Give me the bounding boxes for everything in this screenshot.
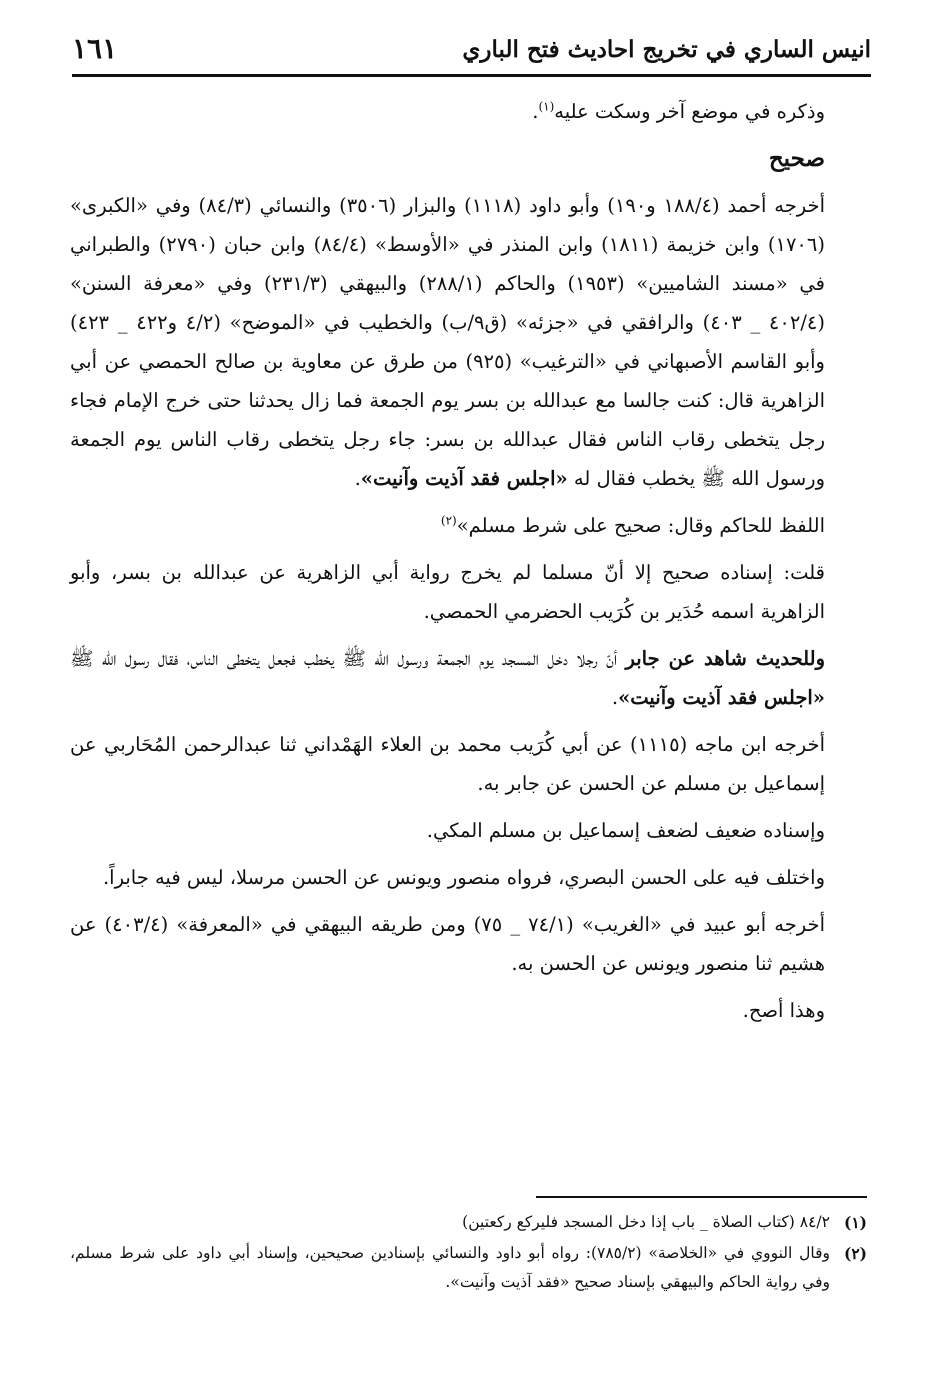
paragraph-1 [70, 92, 867, 131]
footnote-1-marker: (١) [843, 1213, 867, 1232]
paragraph-2-text: أخرجه أحمد (١٨٨/٤ و١٩٠) وأبو داود (١١١٨) والبزار (٣٥٠٦) والنسائي (٨٤/٣) وفي «الكبرى» (١٧٠٦) وابن خزيمة (١٨١١) وابن المنذر في «الأوسط» (٨٤/٤) وابن حبان (٢٧٩٠) والطبراني في «مسند الشاميين» (١٩٥٣) والحاكم (٢٨٨/١) والبيهقي (٢٣١/٣) وفي «معرفة السنن» (٤٠٢/٤ _ ٤٠٣) والرافقي في «جزئه» (ق٩/ب) والخطيب في «الموضح» (٤/٢ و٤٢٢ _ ٤٢٣) وأبو القاسم الأصبهاني في «الترغيب» (٩٢٥) من طرق عن معاوية بن صالح الحمصي عن أبي الزاهرية قال: كنت جالسا مع عبدالله بن بسر يوم الجمعة فما زال يحدثنا حتى خرج الإمام فجاء رجل يتخطى رقاب الناس فقال عبدالله بن بسر: جاء رجل يتخطى رقاب الناس يوم الجمعة ورسول الله ﷺ يخطب فقال له [70, 194, 825, 490]
paragraph-2-end: . [354, 467, 361, 490]
paragraph-9: أخرجه أبو عبيد في «الغريب» (٧٤/١ _ ٧٥) ومن طريقه البيهقي في «المعرفة» (٤٠٣/٤) عن هشيم ثنا منصور ويونس عن الحسن به. [70, 913, 825, 975]
footnote-rule [536, 1196, 867, 1198]
footnote-1 [70, 1208, 867, 1237]
paragraph-5-quote: «اجلس فقد آذيت وآنيت» [618, 686, 825, 709]
paragraph-3 [70, 506, 867, 545]
paragraph-5-lead: وللحديث شاهد عن جابر [625, 647, 825, 670]
paragraph-2 [70, 186, 867, 498]
page-number: ١٦١ [72, 32, 118, 65]
paragraph-5-end: . [611, 686, 619, 709]
paragraph-5-text: أنّ رجلا دخل المسجد يوم الجمعة ورسول الله ﷺ يخطب فجعل يتخطى الناس، فقال رسول الله ﷺ [70, 647, 626, 670]
footnote-ref-2: (٢) [440, 513, 457, 528]
paragraph-10: وهذا أصح. [742, 999, 825, 1022]
paragraph-4: قلت: إسناده صحيح إلا أنّ مسلما لم يخرج رواية أبي الزاهرية عن عبدالله بن بسر، وأبو الزاهرية اسمه حُدَير بن كُرَيب الحضرمي الحمصي. [70, 561, 825, 623]
footnote-ref-1: (١) [538, 99, 555, 114]
running-title: انيس الساري في تخريج احاديث فتح الباري [462, 36, 871, 63]
section-heading: صحيح [768, 145, 825, 172]
paragraph-7: وإسناده ضعيف لضعف إسماعيل بن مسلم المكي. [426, 819, 825, 842]
paragraph-8: واختلف فيه على الحسن البصري، فرواه منصور ويونس عن الحسن مرسلا، ليس فيه جابراً. [102, 866, 825, 889]
paragraph-1-end: . [532, 100, 539, 123]
footnotes [70, 1208, 867, 1299]
footnote-2-text: وقال النووي في «الخلاصة» (٧٨٥/٢): رواه أبو داود والنسائي بإسنادين صحيحين، وإسناد أبي داود على شرط مسلم، وفي رواية الحاكم والبيهقي بإسناد صحيح «فقد آذيت وآنيت». [70, 1244, 830, 1291]
paragraph-2-quote: «اجلس فقد آذيت وآنيت» [360, 467, 568, 490]
paragraph-1-text: وذكره في موضع آخر وسكت عليه [554, 100, 825, 123]
footnote-2-marker: (٢) [843, 1244, 867, 1263]
page-header [72, 26, 871, 74]
paragraph-3-text: اللفظ للحاكم وقال: صحيح على شرط مسلم» [456, 514, 825, 537]
main-text [70, 92, 867, 1038]
footnote-1-text: ٨٤/٢ (كتاب الصلاة _ باب إذا دخل المسجد فليركع ركعتين) [462, 1213, 830, 1231]
paragraph-5 [70, 639, 867, 717]
header-rule [72, 74, 871, 77]
paragraph-6: أخرجه ابن ماجه (١١١٥) عن أبي كُرَيب محمد بن العلاء الهَمْداني ثنا عبدالرحمن المُحَاربي عن إسماعيل بن مسلم عن الحسن عن جابر به. [70, 733, 825, 795]
footnote-2 [70, 1239, 867, 1297]
